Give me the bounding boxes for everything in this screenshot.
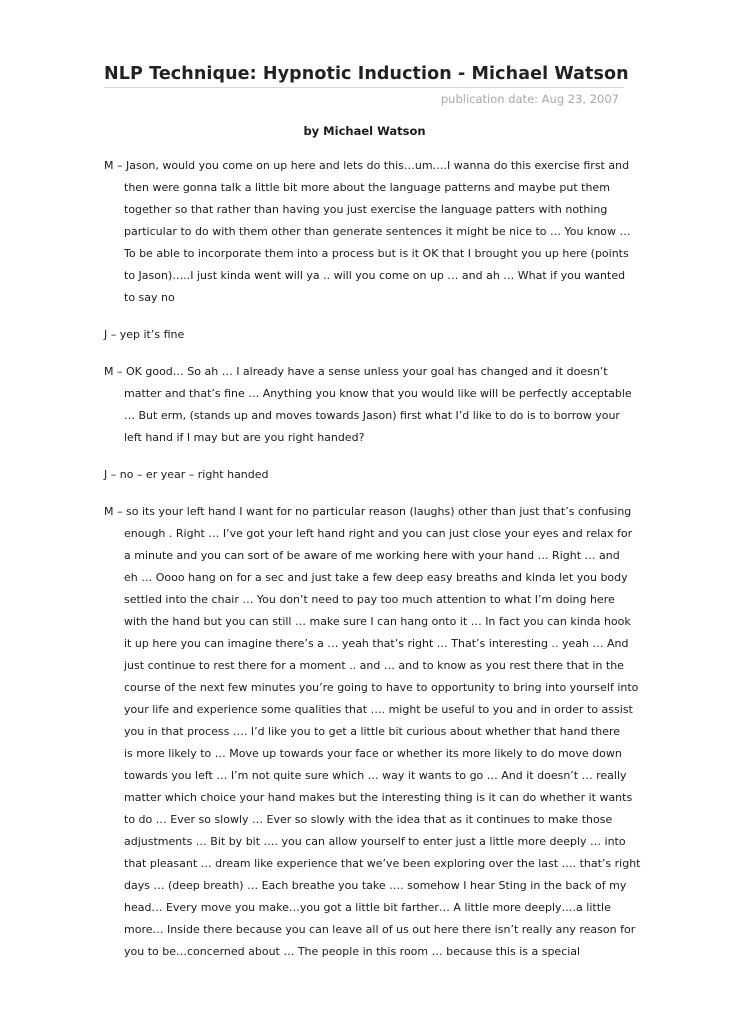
paragraph-line: that pleasant … dream like experience that we’ve been exploring over the last …. that’s right <box>124 857 641 870</box>
paragraph-line: to do … Ever so slowly … Ever so slowly with the idea that as it continues to make those <box>124 813 613 826</box>
transcript-paragraph <box>104 324 630 346</box>
transcript-paragraph <box>104 361 630 449</box>
paragraph-line: you to be…concerned about … The people in this room … because this is a special <box>124 945 581 958</box>
paragraph-line: particular to do with them other than generate sentences it might be nice to … You know … <box>124 225 631 238</box>
paragraph-line: to Jason)…..I just kinda went will ya .. will you come on up … and ah … What if you wanted <box>124 269 626 282</box>
title-underline <box>104 87 624 88</box>
paragraph-gap <box>104 449 630 464</box>
byline <box>0 124 729 138</box>
paragraph-gap <box>104 309 630 324</box>
paragraph-line: days … (deep breath) … Each breathe you take …. somehow I hear Sting in the back of my <box>124 879 627 892</box>
paragraph-line: is more likely to … Move up towards your face or whether its more likely to do move down <box>124 747 622 760</box>
paragraph-line: J – yep it’s fine <box>104 328 185 341</box>
paragraph-line: a minute and you can sort of be aware of me working here with your hand … Right … and <box>124 549 620 562</box>
paragraph-line: matter and that’s fine … Anything you know that you would like will be perfectly acceptable <box>124 387 632 400</box>
paragraph-line: settled into the chair … You don’t need to pay too much attention to what I’m doing here <box>124 593 615 606</box>
paragraph-line: M – OK good… So ah … I already have a sense unless your goal has changed and it doesn’t <box>104 365 608 378</box>
paragraph-line: adjustments … Bit by bit …. you can allow yourself to enter just a little more deeply … into <box>124 835 626 848</box>
paragraph-line: it up here you can imagine there’s a … yeah that’s right … That’s interesting .. yeah … And <box>124 637 629 650</box>
paragraph-line: course of the next few minutes you’re going to have to opportunity to bring into yourself into <box>124 681 639 694</box>
paragraph-gap <box>104 346 630 361</box>
byline-text: by Michael Watson <box>303 124 426 138</box>
publication-date: publication date: Aug 23, 2007 <box>440 92 619 106</box>
transcript-paragraph <box>104 155 630 309</box>
paragraph-line: you in that process …. I’d like you to get a little bit curious about whether that hand there <box>124 725 621 738</box>
paragraph-line: … But erm, (stands up and moves towards Jason) first what I’d like to do is to borrow your <box>124 409 620 422</box>
paragraph-line: together so that rather than having you just exercise the language patters with nothing <box>124 203 608 216</box>
paragraph-line: towards you left … I’m not quite sure which … way it wants to go … And it doesn’t … really <box>124 769 627 782</box>
paragraph-line: J – no – er year – right handed <box>104 468 269 481</box>
paragraph-line: left hand if I may but are you right handed? <box>124 431 365 444</box>
transcript-paragraph <box>104 464 630 486</box>
paragraph-line: your life and experience some qualities that …. might be useful to you and in order to assist <box>124 703 633 716</box>
paragraph-line: head… Every move you make…you got a little bit farther… A little more deeply….a little <box>124 901 611 914</box>
paragraph-line: eh … Oooo hang on for a sec and just take a few deep easy breaths and kinda let you body <box>124 571 628 584</box>
document-title: NLP Technique: Hypnotic Induction - Michael Watson <box>104 64 629 84</box>
paragraph-line: M – Jason, would you come on up here and lets do this…um….I wanna do this exercise first and <box>104 159 630 172</box>
paragraph-gap <box>104 486 630 501</box>
document-body <box>104 155 641 963</box>
paragraph-line: M – so its your left hand I want for no particular reason (laughs) other than just that’s confusing <box>104 505 632 518</box>
paragraph-line: To be able to incorporate them into a process but is it OK that I brought you up here (points <box>124 247 629 260</box>
paragraph-line: with the hand but you can still … make sure I can hang onto it … In fact you can kinda hook <box>124 615 631 628</box>
paragraph-line: then were gonna talk a little bit more about the language patterns and maybe put them <box>124 181 610 194</box>
transcript-paragraph <box>104 501 641 963</box>
paragraph-line: to say no <box>124 291 175 304</box>
paragraph-line: more… Inside there because you can leave all of us out here there isn’t really any reason for <box>124 923 636 936</box>
paragraph-line: matter which choice your hand makes but the interesting thing is it can do whether it wants <box>124 791 633 804</box>
paragraph-line: just continue to rest there for a moment .. and … and to know as you rest there that in the <box>124 659 624 672</box>
paragraph-line: enough . Right … I’ve got your left hand right and you can just close your eyes and relax for <box>124 527 633 540</box>
